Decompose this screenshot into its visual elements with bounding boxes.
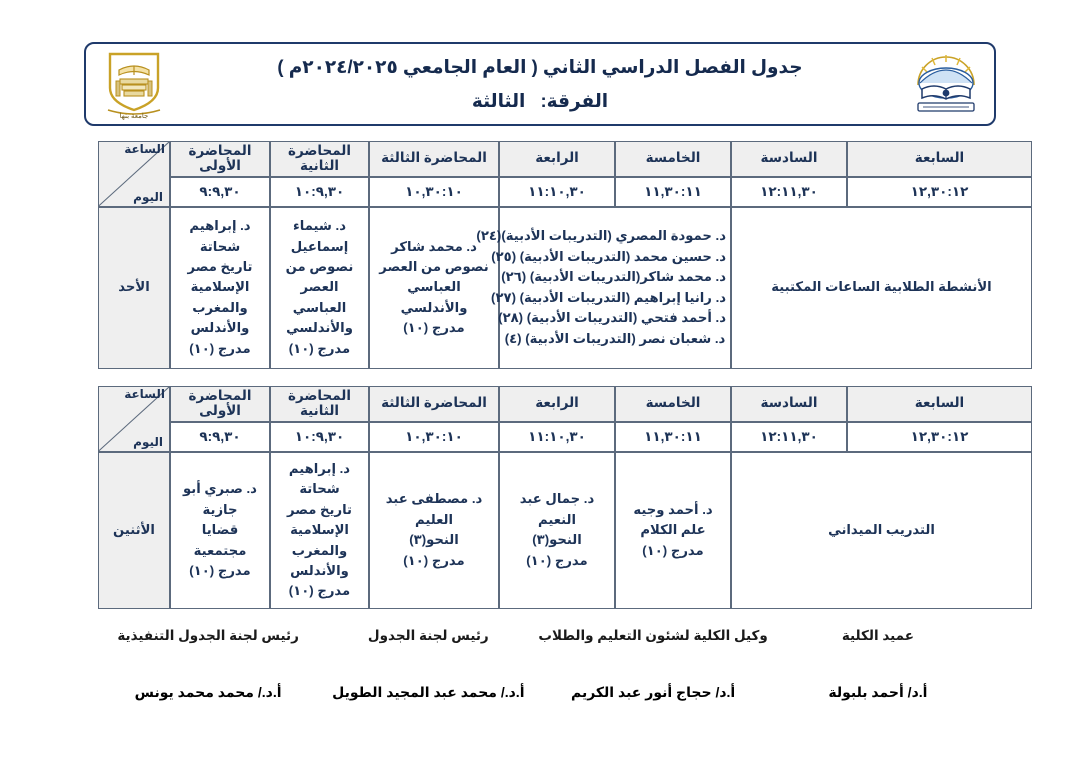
column-header-5: الخامسة [615,386,731,422]
lecture-subject: نصوص من العصر [285,259,354,295]
lecture-subject: نصوص من العصر [379,259,489,274]
time-slot-2: ١٠:٩,٣٠ [270,177,369,207]
corner-hour-label: الساعة [124,387,165,401]
signature-name: أ.د/ حجاج أنور عبد الكريم [570,684,736,700]
exercise-line: د. أحمد فتحي (التدريبات الأدبية) (٢٨) [498,310,726,326]
cell-monday-lecture-3 [369,452,499,609]
table-header-row [98,141,1032,177]
time-slot-4: ١١:١٠,٣٠ [499,177,615,207]
exercise-line: د. شعبان نصر (التدريبات الأدبية) (٤) [504,330,726,346]
signature-name: أ.د./ محمد محمد يونس [134,684,282,700]
lecture-subject: علم الكلام [640,522,706,538]
signature-block-dean [768,628,988,701]
corner-day-label: اليوم [133,189,163,204]
time-slot-2: ١٠:٩,٣٠ [270,422,369,452]
lecture-subject: تاريخ مصر الإسلامية [287,501,352,538]
lecture-subject-cont: والمغرب والأندلس [190,299,250,336]
lecture-teacher: د. أحمد وجيه [633,501,713,517]
time-slot-5: ١١,٣٠:١١ [615,177,731,207]
signature-block-committee-head [318,628,538,701]
lecture-room: مدرج (١٠) [189,562,251,578]
cell-monday-lecture-4 [499,452,615,609]
column-header-2: المحاضرة الثانية [270,386,369,422]
lecture-teacher: د. جمال عبد النعيم [519,491,595,527]
column-header-3: المحاضرة الثالثة [369,386,499,422]
column-header-1: المحاضرة الأولى [170,141,270,177]
lecture-room: مدرج (١٠) [189,340,251,356]
cell-monday-lecture-5 [615,452,731,609]
exercise-line: د. حسين محمد (التدريبات الأدبية) (٢٥) [491,248,726,264]
schedule-table-monday [98,386,1032,609]
cell-monday-lecture-2 [270,452,369,609]
level-label: الفرقة: [540,90,609,111]
lecture-subject-cont: العباسي والأندلسي [286,299,353,336]
corner-hour-label: الساعة [124,142,165,156]
corner-cell [98,386,170,452]
exercise-line: د. رانيا إبراهيم (التدريبات الأدبية) (٢٧) [491,289,726,305]
column-header-2: المحاضرة الثانية [270,141,369,177]
cell-sunday-lecture-1 [170,207,270,369]
cell-field-training: التدريب الميداني [731,452,1032,609]
column-header-7: السابعة [847,386,1032,422]
lecture-room: مدرج (١٠) [642,542,704,558]
time-slot-3: ١٠,٣٠:١٠ [369,177,499,207]
column-header-6: السادسة [731,141,847,177]
lecture-teacher: د. مصطفى عبد العليم [385,491,483,527]
time-slot-5: ١١,٣٠:١١ [615,422,731,452]
university-crest [86,47,182,121]
lecture-room: مدرج (١٠) [526,552,588,568]
signature-role: وكيل الكلية لشئون التعليم والطلاب [538,628,768,643]
time-slot-7: ١٢,٣٠:١٢ [847,177,1032,207]
lecture-subject-cont: والمغرب والأندلس [290,542,349,578]
lecture-teacher: د. محمد شاكر [391,238,477,254]
table-time-row [98,422,1032,452]
lecture-teacher: د. إبراهيم شحاتة [288,460,351,497]
signature-row [98,628,988,701]
cell-monday-lecture-1 [170,452,270,609]
signature-role: عميد الكلية [841,628,914,643]
cell-student-activities [731,207,1032,369]
time-slot-1: ٩:٩,٣٠ [170,177,270,207]
signature-name: أ.د./ محمد عبد المجيد الطويل [332,684,525,700]
lecture-subject: تاريخ مصر الإسلامية [187,259,253,295]
activities-line-2: الساعات المكتبية [771,279,881,295]
time-slot-1: ٩:٩,٣٠ [170,422,270,452]
lecture-subject: النحو(٣) [532,532,582,548]
time-slot-7: ١٢,٣٠:١٢ [847,422,1032,452]
column-header-3: المحاضرة الثالثة [369,141,499,177]
exercise-line: د. محمد شاكر(التدريبات الأدبية) (٢٦) [501,269,726,285]
lecture-subject: النحو(٣) [409,532,459,548]
table-row [98,207,1032,369]
cell-sunday-lecture-2 [270,207,369,369]
lecture-room: مدرج (١٠) [288,583,351,599]
exercise-line: د. حمودة المصري (التدريبات الأدبية)(٢٤) [476,228,726,244]
signature-role: رئيس لجنة الجدول التنفيذية [117,628,299,643]
day-label-monday: الأثنين [98,452,170,609]
table-header-row [98,386,1032,422]
lecture-teacher: د. إبراهيم شحاتة [189,218,251,254]
level-line [186,90,894,112]
header-titles [182,56,898,112]
lecture-teacher: د. شيماء إسماعيل [290,218,349,254]
header-banner [84,42,996,126]
faculty-logo [898,47,994,121]
column-header-6: السادسة [731,386,847,422]
signature-block-vice-dean [538,628,767,701]
day-label-sunday: الأحد [98,207,170,369]
lecture-room: مدرج (١٠) [403,320,465,336]
page-title: جدول الفصل الدراسي الثاني ( العام الجامعي ٢٠٢٤/٢٠٢٥م ) [277,56,803,77]
faculty-logo-icon [904,49,988,119]
lecture-teacher: د. صبري أبو جازية [183,481,257,517]
corner-cell [98,141,170,207]
activities-line-1: الأنشطة الطلابية [883,279,992,295]
time-slot-4: ١١:١٠,٣٠ [499,422,615,452]
schedule-table-sunday [98,141,1032,369]
lecture-subject-cont: العباسي والأندلسي [400,279,468,315]
column-header-4: الرابعة [499,141,615,177]
column-header-4: الرابعة [499,386,615,422]
svg-text:جامعة بنها: جامعة بنها [119,113,149,120]
time-slot-3: ١٠,٣٠:١٠ [369,422,499,452]
signature-name: أ.د/ أحمد بلبولة [828,684,928,700]
signature-role: رئيس لجنة الجدول [367,628,489,643]
time-slot-6: ١٢:١١,٣٠ [731,422,847,452]
signature-block-exec-head [98,628,318,701]
column-header-5: الخامسة [615,141,731,177]
column-header-7: السابعة [847,141,1032,177]
university-crest-icon [100,48,168,120]
corner-day-label: اليوم [133,434,163,449]
table-time-row [98,177,1032,207]
time-slot-6: ١٢:١١,٣٠ [731,177,847,207]
level-value: الثالثة [471,90,526,111]
cell-literary-exercises [476,207,731,369]
table-row [98,452,1032,609]
lecture-room: مدرج (١٠) [403,552,465,568]
lecture-subject: قضايا مجتمعية [193,522,247,558]
column-header-1: المحاضرة الأولى [170,386,270,422]
lecture-room: مدرج (١٠) [288,340,351,356]
